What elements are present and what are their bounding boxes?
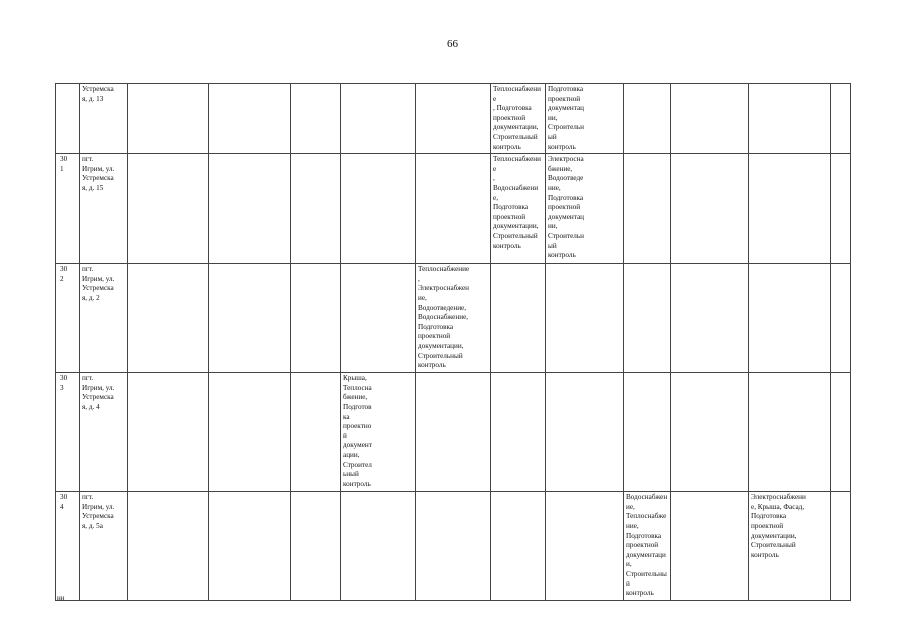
work-cell: [671, 264, 749, 373]
work-cell: Крыша, Теплосна бжение, Подготов ка проектно й документ ации, Строител ьный контроль: [341, 373, 416, 492]
work-cell: [831, 373, 851, 492]
row-number-cell: 30 4: [56, 492, 80, 601]
work-cell: [671, 373, 749, 492]
work-cell: [128, 492, 209, 601]
work-cell: [209, 154, 291, 264]
work-cell: [491, 373, 546, 492]
work-cell: [749, 264, 831, 373]
work-cell: [546, 492, 624, 601]
work-cell: [546, 373, 624, 492]
work-cell: [341, 84, 416, 154]
work-cell: Теплоснабжение , Электроснабжен ие, Водоотведение, Водоснабжение, Подготовка проектной документации, Строительный контроль: [416, 264, 491, 373]
work-cell: [291, 373, 341, 492]
work-cell: [209, 373, 291, 492]
work-cell: [831, 154, 851, 264]
work-cell: [671, 84, 749, 154]
work-cell: [749, 84, 831, 154]
table-row: [56, 373, 851, 492]
address-cell: пгт. Игрим, ул. Устремска я, д. 5а: [80, 492, 128, 601]
work-cell: [209, 492, 291, 601]
work-cell: [749, 154, 831, 264]
work-cell: [831, 492, 851, 601]
work-cell: [209, 264, 291, 373]
work-cell: [128, 84, 209, 154]
work-cell: [209, 84, 291, 154]
work-cell: [624, 373, 671, 492]
work-cell: [491, 492, 546, 601]
work-cell: [291, 84, 341, 154]
work-cell: [546, 264, 624, 373]
work-cell: [128, 264, 209, 373]
row-number-cell: 30 1: [56, 154, 80, 264]
work-cell: [624, 264, 671, 373]
work-cell: [831, 264, 851, 373]
work-cell: [128, 154, 209, 264]
work-cell: [416, 84, 491, 154]
work-cell: Теплоснабжение , Водоснабжение, Подготовка проектной документации, Строительный контроль: [491, 154, 546, 264]
work-cell: [416, 373, 491, 492]
work-cell: [291, 264, 341, 373]
work-cell: [624, 84, 671, 154]
work-cell: [831, 84, 851, 154]
work-cell: [341, 154, 416, 264]
work-cell: Подготовка проектной документац ии, Строительн ый контроль: [546, 84, 624, 154]
works-table: [55, 83, 851, 601]
work-cell: [491, 264, 546, 373]
work-cell: [291, 492, 341, 601]
table-row: [56, 492, 851, 601]
table-row: [56, 154, 851, 264]
work-cell: [341, 264, 416, 373]
work-cell: [128, 373, 209, 492]
work-cell: Электроснабжени е, Крыша, Фасад, Подготовка проектной документации, Строительный контроль: [749, 492, 831, 601]
work-cell: [624, 154, 671, 264]
work-cell: [291, 154, 341, 264]
work-cell: [416, 492, 491, 601]
address-cell: пгт. Игрим, ул. Устремска я, д. 2: [80, 264, 128, 373]
address-cell: пгт. Игрим, ул. Устремска я, д. 4: [80, 373, 128, 492]
address-cell: пгт. Игрим, ул. Устремска я, д. 15: [80, 154, 128, 264]
row-number-cell: 30 2: [56, 264, 80, 373]
work-cell: [416, 154, 491, 264]
work-cell: [671, 154, 749, 264]
page-number: 66: [447, 38, 458, 50]
footer-mark: нн: [57, 594, 65, 602]
work-cell: Электросна бжение, Водоотведе ние, Подготовка проектной документац ии, Строительн ый контроль: [546, 154, 624, 264]
work-cell: Теплоснабжение , Подготовка проектной документации, Строительный контроль: [491, 84, 546, 154]
work-cell: Водоснабжение, Теплоснабжение, Подготовка проектной документации, Строительный контроль: [624, 492, 671, 601]
table-row: [56, 84, 851, 154]
row-number-cell: [56, 84, 80, 154]
work-cell: [671, 492, 749, 601]
address-cell: Устремска я, д. 13: [80, 84, 128, 154]
table-row: [56, 264, 851, 373]
work-cell: [341, 492, 416, 601]
work-cell: [749, 373, 831, 492]
row-number-cell: 30 3: [56, 373, 80, 492]
